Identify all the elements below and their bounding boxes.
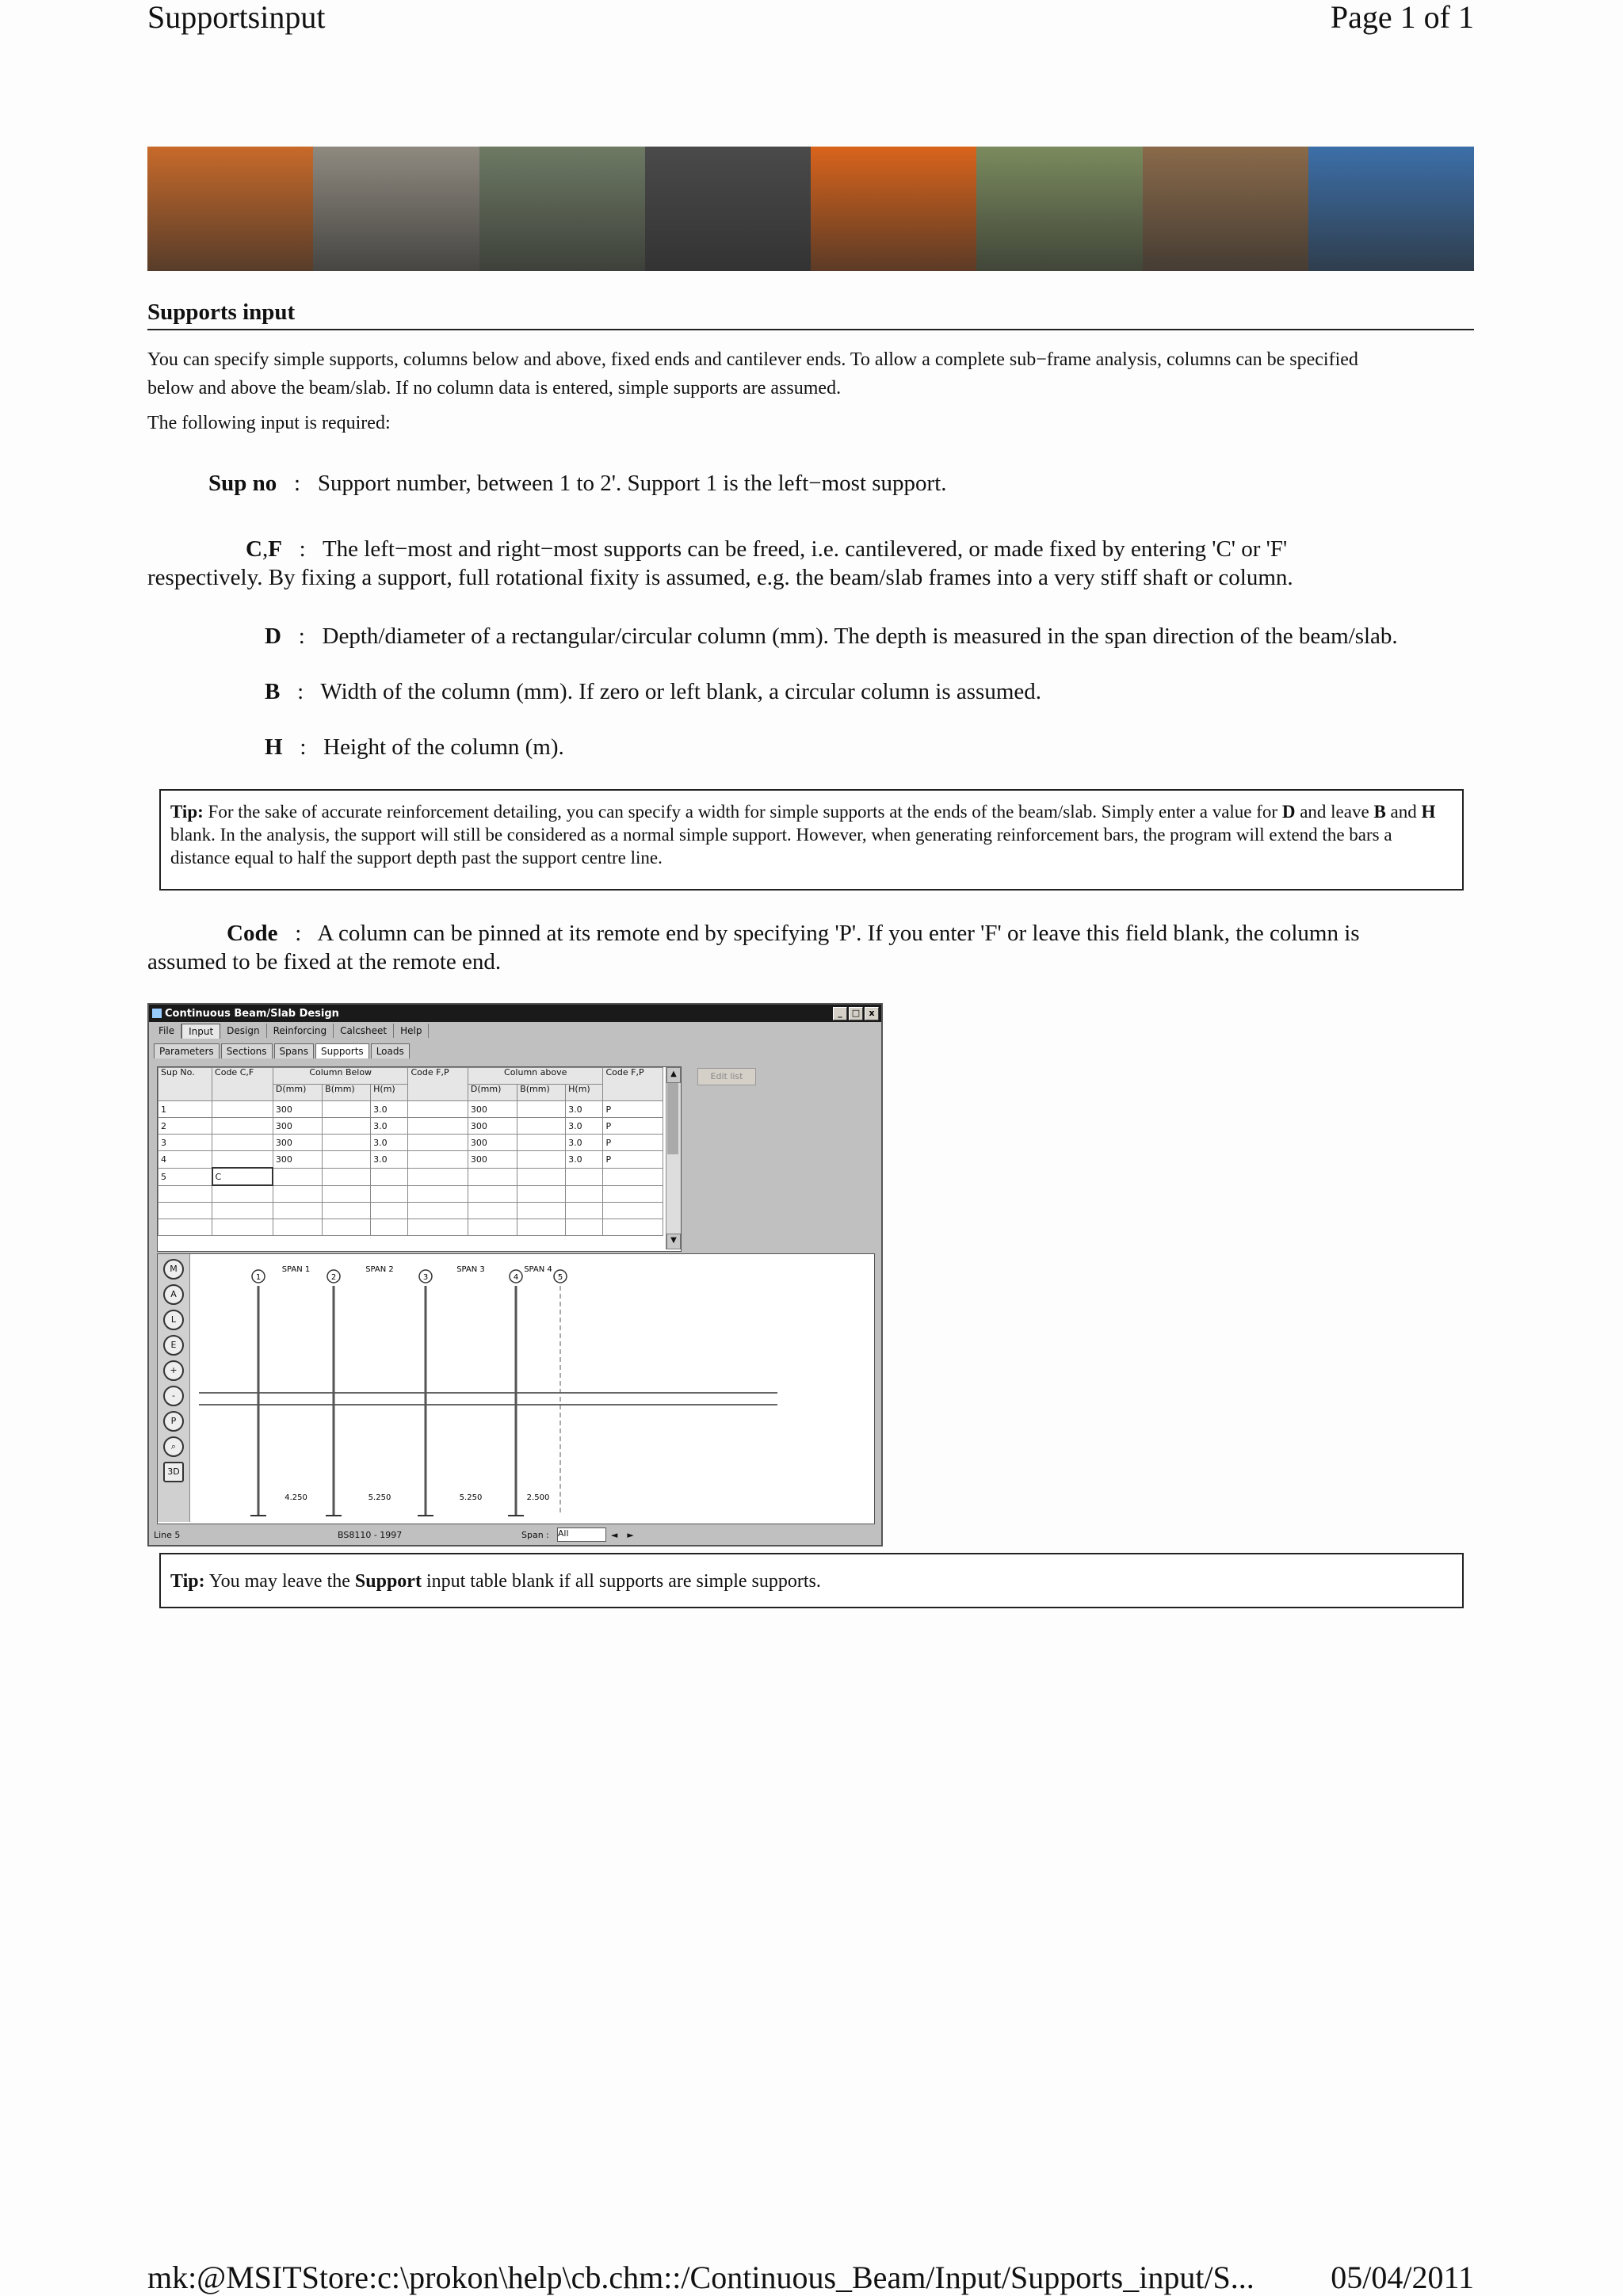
table-cell[interactable] (408, 1168, 468, 1185)
tab-sections[interactable]: Sections (221, 1043, 273, 1058)
tool-icon[interactable]: A (163, 1284, 184, 1305)
table-cell[interactable]: 3 (158, 1135, 212, 1151)
app-icon (152, 1009, 162, 1018)
tip-bold-d: D (1281, 802, 1296, 822)
table-cell[interactable]: 5 (158, 1168, 212, 1185)
table-cell[interactable] (408, 1185, 468, 1203)
table-cell[interactable] (566, 1219, 603, 1236)
app-tabbar (149, 1039, 881, 1058)
tip-text: For the sake of accurate reinforcement detailing, you can specify a width for simple supports at the ends of the beam/slab. Simply enter a value for (203, 802, 1282, 822)
intro-line-2: below and above the beam/slab. If no column data is entered, simple supports are assumed. (147, 378, 842, 399)
table-row (158, 1101, 663, 1118)
table-cell[interactable] (371, 1219, 408, 1236)
span-length: 2.500 (526, 1493, 550, 1502)
def-code-text-2: assumed to be fixed at the remote end. (147, 949, 502, 974)
tip-label: Tip: (170, 1571, 205, 1592)
table-cell[interactable] (566, 1203, 603, 1219)
def-b-text: Width of the column (mm). If zero or left blank, a circular column is assumed. (320, 679, 1042, 704)
menu-design[interactable]: Design (220, 1024, 266, 1038)
table-cell[interactable] (566, 1185, 603, 1203)
table-cell[interactable] (408, 1101, 468, 1118)
grid-scrollbar[interactable] (666, 1067, 681, 1249)
close-button[interactable]: x (865, 1007, 879, 1020)
banner-tile (1308, 147, 1474, 271)
banner-tile (147, 147, 313, 271)
col-subheader: B(mm) (323, 1085, 371, 1101)
table-cell[interactable] (603, 1219, 663, 1236)
frame-drawing-panel (157, 1253, 875, 1524)
table-cell[interactable]: 3.0 (371, 1101, 408, 1118)
table-cell[interactable] (517, 1135, 566, 1151)
col-subheader: B(mm) (517, 1085, 566, 1101)
maximize-button[interactable]: □ (849, 1007, 863, 1020)
def-h-text: Height of the column (m). (323, 734, 564, 760)
table-row (158, 1203, 663, 1219)
app-title: Continuous Beam/Slab Design (165, 1007, 339, 1020)
page-heading: Supports input (147, 299, 1474, 330)
table-row (158, 1185, 663, 1203)
intro-paragraph (147, 345, 1479, 437)
tip-bold-h: H (1421, 802, 1436, 822)
tool-icon[interactable]: E (163, 1335, 184, 1356)
table-cell[interactable]: 3.0 (566, 1135, 603, 1151)
table-cell[interactable] (371, 1185, 408, 1203)
scroll-down-icon[interactable]: ▼ (666, 1234, 681, 1249)
col-subheader: H(m) (566, 1085, 603, 1101)
table-cell[interactable] (212, 1151, 273, 1169)
def-d-text: Depth/diameter of a rectangular/circular column (mm). The depth is measured in the span direction of the beam/slab. (322, 624, 1398, 649)
span-length: 5.250 (459, 1493, 483, 1502)
def-supno: Sup no : Support number, between 1 to 2'. Support 1 is the left−most support. (208, 471, 947, 496)
def-d-term: D (265, 624, 281, 649)
span-label: SPAN 1 (281, 1265, 311, 1274)
table-cell[interactable] (323, 1219, 371, 1236)
app-titlebar (149, 1005, 881, 1022)
table-cell[interactable] (517, 1118, 566, 1135)
span-length: 5.250 (368, 1493, 391, 1502)
tip-text: You may leave the (204, 1571, 355, 1592)
tip-text: and leave (1295, 802, 1374, 822)
footer-path: mk:@MSITStore:c:\prokon\help\cb.chm::/Continuous_Beam/Input/Supports_input/S... (147, 2260, 1254, 2295)
table-row (158, 1219, 663, 1236)
table-cell[interactable]: 300 (468, 1151, 517, 1169)
tip-label: Tip: (170, 802, 204, 822)
minimize-button[interactable]: _ (833, 1007, 847, 1020)
span-label: SPAN 3 (456, 1265, 485, 1274)
table-cell[interactable] (517, 1168, 566, 1185)
table-cell[interactable]: 3.0 (371, 1135, 408, 1151)
table-cell[interactable] (408, 1135, 468, 1151)
col-header-sup: Sup No. (158, 1068, 212, 1101)
status-design-code: BS8110 - 1997 (338, 1529, 403, 1540)
zoom-in-icon[interactable]: + (163, 1360, 184, 1381)
col-header-code-cf: Code C,F (212, 1068, 273, 1101)
banner-tile (1143, 147, 1308, 271)
col-subheader: D(mm) (273, 1085, 322, 1101)
table-cell[interactable]: 3.0 (566, 1118, 603, 1135)
def-h: H : Height of the column (m). (265, 734, 564, 760)
support-label: 3 (422, 1273, 429, 1282)
def-b-term: B (265, 679, 281, 704)
table-cell[interactable] (408, 1203, 468, 1219)
tab-parameters[interactable]: Parameters (154, 1043, 220, 1058)
menu-reinforcing[interactable]: Reinforcing (267, 1024, 334, 1038)
table-cell[interactable] (212, 1135, 273, 1151)
status-span-label: Span : (521, 1529, 549, 1540)
span-select[interactable]: All (557, 1527, 606, 1542)
def-code-text-1: A column can be pinned at its remote end by specifying 'P'. If you enter 'F' or leave this field blank, the column is (317, 921, 1360, 946)
footer-date: 05/04/2011 (1331, 2260, 1474, 2295)
table-cell[interactable] (158, 1185, 212, 1203)
def-cf-term-f: F (268, 536, 282, 562)
table-cell[interactable] (273, 1185, 322, 1203)
def-d: D : Depth/diameter of a rectangular/circular column (mm). The depth is measured in the span direction of the beam/slab. (265, 624, 1398, 649)
col-header-code-fp-above: Code F,P (603, 1068, 663, 1101)
span-label: SPAN 4 (524, 1265, 552, 1274)
supports-table-body (158, 1101, 663, 1236)
menu-input[interactable]: Input (181, 1024, 220, 1039)
table-cell[interactable] (212, 1185, 273, 1203)
table-cell[interactable] (323, 1118, 371, 1135)
col-header-column-below: Column Below (273, 1068, 408, 1085)
def-b: B : Width of the column (mm). If zero or left blank, a circular column is assumed. (265, 679, 1042, 704)
table-cell[interactable] (468, 1168, 517, 1185)
tip-box-blank-table (159, 1553, 1464, 1608)
table-cell[interactable]: 300 (273, 1101, 322, 1118)
supports-grid (157, 1066, 682, 1252)
banner-tile (976, 147, 1142, 271)
span-label: SPAN 2 (365, 1265, 394, 1274)
table-cell[interactable]: 300 (273, 1135, 322, 1151)
table-cell[interactable]: 300 (273, 1151, 322, 1169)
table-cell[interactable] (212, 1203, 273, 1219)
table-cell[interactable]: 3.0 (371, 1151, 408, 1169)
def-cf: C,F : The left−most and right−most supports can be freed, i.e. cantilevered, or made fixed by entering 'C' or 'F' respectively. By fixing a support, full rotational fixity is assumed, e.g. the beam/slab frames into a very stiff shaft or column. (147, 535, 1495, 592)
table-cell[interactable] (408, 1118, 468, 1135)
menu-calcsheet[interactable]: Calcsheet (334, 1024, 394, 1038)
table-cell[interactable]: P (603, 1151, 663, 1169)
table-cell[interactable] (273, 1168, 322, 1185)
tip-bold-b: B (1373, 802, 1386, 822)
tab-spans[interactable]: Spans (274, 1043, 314, 1058)
def-cf-term-c: C (246, 536, 262, 562)
tip-bold-support: Support (354, 1571, 422, 1592)
table-cell[interactable] (468, 1203, 517, 1219)
table-cell[interactable] (158, 1203, 212, 1219)
table-cell[interactable] (517, 1151, 566, 1169)
pan-icon[interactable]: P (163, 1411, 184, 1432)
table-cell[interactable] (468, 1185, 517, 1203)
menu-file[interactable]: File (152, 1024, 181, 1038)
tip-text: input table blank if all supports are simple supports. (421, 1571, 821, 1592)
tab-supports[interactable]: Supports (315, 1043, 369, 1058)
table-cell[interactable] (273, 1203, 322, 1219)
table-cell[interactable] (323, 1185, 371, 1203)
tool-icon[interactable]: L (163, 1310, 184, 1330)
print-icon[interactable]: ⌕ (163, 1436, 184, 1457)
banner-tile (811, 147, 976, 271)
frame-diagram (191, 1254, 873, 1522)
app-window-screenshot (147, 1003, 883, 1547)
def-supno-text: Support number, between 1 to 2'. Support 1 is the left−most support. (317, 471, 947, 496)
def-cf-text-2: respectively. By fixing a support, full rotational fixity is assumed, e.g. the beam/slab frames into a very stiff shaft or column. (147, 565, 1293, 590)
table-cell[interactable]: 4 (158, 1151, 212, 1169)
table-cell[interactable]: 300 (273, 1118, 322, 1135)
table-row (158, 1151, 663, 1169)
table-cell[interactable] (371, 1168, 408, 1185)
table-cell[interactable]: 300 (468, 1101, 517, 1118)
table-cell[interactable] (603, 1168, 663, 1185)
table-cell[interactable]: C (212, 1168, 273, 1185)
header-title: Supportsinput (147, 0, 326, 35)
table-row (158, 1168, 663, 1185)
scroll-thumb[interactable] (667, 1083, 678, 1154)
table-cell[interactable] (158, 1219, 212, 1236)
table-cell[interactable] (323, 1203, 371, 1219)
def-h-term: H (265, 734, 283, 760)
table-cell[interactable]: P (603, 1118, 663, 1135)
def-cf-text-1: The left−most and right−most supports can be freed, i.e. cantilevered, or made fixed by entering 'C' or 'F' (322, 536, 1288, 562)
table-cell[interactable] (408, 1219, 468, 1236)
table-cell[interactable] (603, 1185, 663, 1203)
table-cell[interactable]: 300 (468, 1118, 517, 1135)
table-cell[interactable] (371, 1203, 408, 1219)
table-cell[interactable]: 2 (158, 1118, 212, 1135)
table-cell[interactable] (408, 1151, 468, 1169)
span-length: 4.250 (285, 1493, 307, 1502)
table-cell[interactable]: 1 (158, 1101, 212, 1118)
table-row (158, 1118, 663, 1135)
col-subheader: D(mm) (468, 1085, 517, 1101)
support-label: 1 (255, 1273, 262, 1282)
table-cell[interactable] (323, 1151, 371, 1169)
banner-tile (479, 147, 645, 271)
tip-text: blank. In the analysis, the support will still be considered as a normal simple support. However, when generating reinforcement bars, the program will extend the bars a distance equal to half the support depth past the support centre line. (170, 825, 1392, 868)
table-cell[interactable]: 3.0 (566, 1101, 603, 1118)
table-cell[interactable] (323, 1101, 371, 1118)
header-page-number: Page 1 of 1 (1330, 0, 1474, 35)
tip-box-detailing (159, 789, 1464, 891)
photo-banner (147, 147, 1474, 271)
table-cell[interactable]: P (603, 1101, 663, 1118)
tab-loads[interactable]: Loads (371, 1043, 410, 1058)
table-cell[interactable] (517, 1101, 566, 1118)
zoom-out-icon[interactable]: - (163, 1386, 184, 1406)
table-cell[interactable] (517, 1219, 566, 1236)
support-label: 4 (513, 1273, 519, 1282)
table-row (158, 1135, 663, 1151)
table-cell[interactable] (517, 1185, 566, 1203)
edit-list-button[interactable]: Edit list (697, 1068, 756, 1085)
menu-help[interactable]: Help (394, 1024, 429, 1038)
table-cell[interactable]: 300 (468, 1135, 517, 1151)
tip-text: and (1385, 802, 1422, 822)
table-cell[interactable] (273, 1219, 322, 1236)
intro-line-1: You can specify simple supports, columns below and above, fixed ends and cantilever ends. To allow a complete sub−frame analysis, columns can be specified (147, 349, 1358, 370)
table-cell[interactable] (323, 1168, 371, 1185)
scroll-up-icon[interactable]: ▲ (666, 1067, 681, 1083)
table-cell[interactable] (603, 1203, 663, 1219)
supports-table (158, 1067, 663, 1236)
table-cell[interactable]: 3.0 (371, 1118, 408, 1135)
support-label: 5 (557, 1273, 563, 1282)
table-cell[interactable] (212, 1101, 273, 1118)
table-cell[interactable] (468, 1219, 517, 1236)
table-cell[interactable]: P (603, 1135, 663, 1151)
col-header-column-above: Column above (468, 1068, 603, 1085)
3d-view-icon[interactable]: 3D (163, 1462, 184, 1482)
table-cell[interactable] (566, 1168, 603, 1185)
next-span-button[interactable]: ► (627, 1529, 634, 1540)
table-cell[interactable] (212, 1219, 273, 1236)
table-cell[interactable] (517, 1203, 566, 1219)
intro-line-3: The following input is required: (147, 413, 391, 433)
app-menubar (149, 1022, 881, 1039)
table-cell[interactable] (323, 1135, 371, 1151)
col-subheader: H(m) (371, 1085, 408, 1101)
status-line: Line 5 (154, 1529, 181, 1540)
banner-tile (645, 147, 811, 271)
def-code: Code : A column can be pinned at its remote end by specifying 'P'. If you enter 'F' or leave this field blank, the column is assumed to be fixed at the remote end. (147, 919, 1495, 976)
table-cell[interactable]: 3.0 (566, 1151, 603, 1169)
prev-span-button[interactable]: ◄ (610, 1529, 618, 1540)
drawing-toolbox (158, 1254, 190, 1522)
def-supno-term: Sup no (208, 471, 277, 496)
col-header-code-fp-below: Code F,P (408, 1068, 468, 1101)
def-code-term: Code (227, 921, 278, 946)
tool-icon[interactable]: M (163, 1259, 184, 1280)
support-label: 2 (330, 1273, 337, 1282)
banner-tile (313, 147, 479, 271)
table-cell[interactable] (212, 1118, 273, 1135)
app-statusbar (149, 1526, 881, 1543)
